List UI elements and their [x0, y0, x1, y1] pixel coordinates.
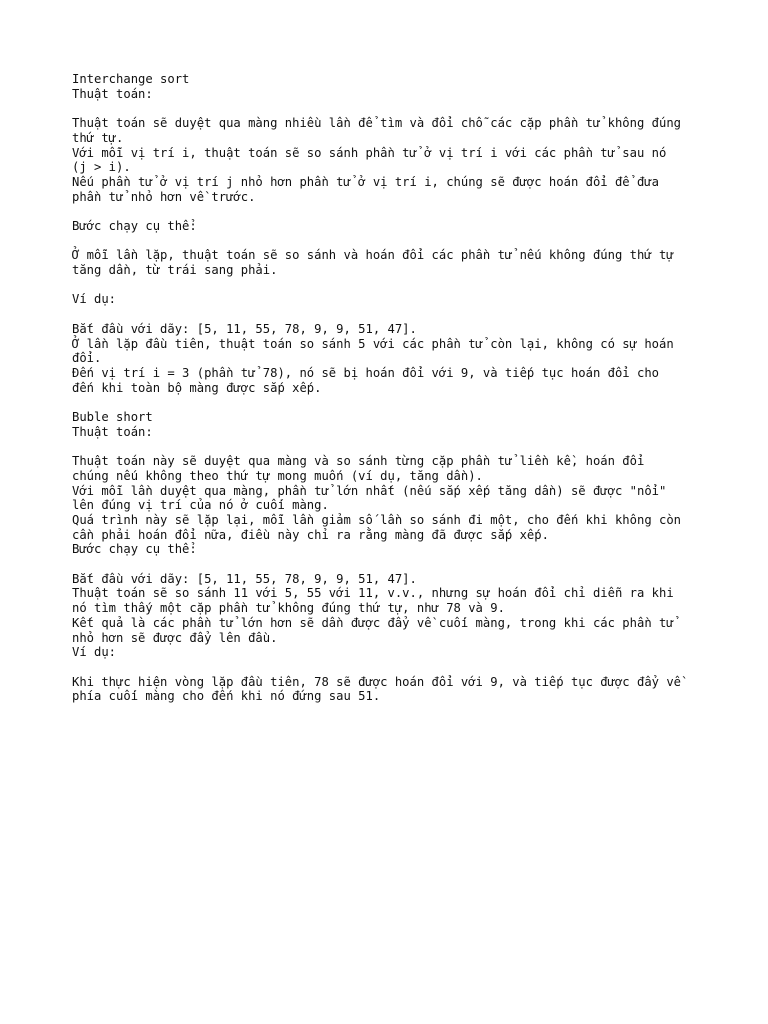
text-line: Bắt đầu với dãy: [5, 11, 55, 78, 9, 9, 51, 47]. — [72, 571, 417, 586]
text-line: Thuật toán sẽ duyệt qua màng nhiều lần để tìm và đổi chỗ các cặp phần tử không đúng — [72, 116, 682, 131]
text-line: phần tử nhỏ hơn về trước. — [72, 189, 256, 204]
blank-line — [72, 234, 712, 249]
blank-line — [72, 307, 712, 322]
text-line: Nếu phần tử ở vị trí j nhỏ hơn phần tử ở vị trí i, chúng sẽ được hoán đổi để đưa — [72, 174, 659, 189]
blank-line — [72, 395, 712, 410]
text-line: chúng nếu không theo thứ tự mong muốn (ví dụ, tăng dần). — [72, 468, 483, 483]
text-line: Thuật toán này sẽ duyệt qua màng và so sánh từng cặp phần tử liền kề, hoán đổi — [72, 454, 645, 469]
text-line: lên đúng vị trí của nó ở cuối màng. — [72, 498, 329, 513]
blank-line — [72, 557, 712, 572]
text-line: Bắt đầu với dãy: [5, 11, 55, 78, 9, 9, 51, 47]. — [72, 321, 417, 336]
subheading-steps: Bước chạy cụ thể: — [72, 542, 197, 557]
subheading-example: Ví dụ: — [72, 292, 117, 307]
text-line: phía cuối màng cho đến khi nó đứng sau 51. — [72, 689, 381, 704]
text-line: tăng dần, từ trái sang phải. — [72, 263, 278, 278]
blank-line — [72, 660, 712, 675]
subheading-steps: Bước chạy cụ thể: — [72, 219, 197, 233]
section-title-interchange-sort: Interchange sort — [72, 72, 190, 86]
blank-line — [72, 204, 712, 219]
text-line: Thuật toán sẽ so sánh 11 với 5, 55 với 11, v.v., nhưng sự hoán đổi chỉ diễn ra khi — [72, 586, 674, 601]
subheading-algorithm: Thuật toán: — [72, 86, 153, 101]
text-line: Quá trình này sẽ lặp lại, mỗi lần giảm số lần so sánh đi một, cho đến khi không còn — [72, 512, 682, 527]
text-line: Ở lần lặp đầu tiên, thuật toán so sánh 5 với các phần tử còn lại, không có sự hoán — [72, 336, 674, 351]
section-title-bubble-sort: Buble short — [72, 410, 153, 425]
text-line: Với mỗi vị trí i, thuật toán sẽ so sánh phần tử ở vị trí i với các phần tử sau nó — [72, 145, 667, 160]
text-line: cần phải hoán đổi nữa, điều này chỉ ra rằng màng đã được sắp xếp. — [72, 527, 549, 542]
document-body — [72, 72, 712, 704]
text-line: đổi. — [72, 351, 102, 366]
text-line: Ở mỗi lần lặp, thuật toán sẽ so sánh và hoán đổi các phần tử nếu không đúng thứ tự — [72, 248, 674, 263]
blank-line — [72, 439, 712, 454]
text-line: Đến vị trí i = 3 (phần tử 78), nó sẽ bị hoán đổi với 9, và tiếp tục hoán đổi cho — [72, 365, 659, 380]
subheading-algorithm: Thuật toán: — [72, 424, 153, 439]
subheading-example: Ví dụ: — [72, 645, 117, 660]
text-line: nhỏ hơn sẽ được đẩy lên đầu. — [72, 630, 278, 645]
text-line: nó tìm thấy một cặp phần tử không đúng thứ tự, như 78 và 9. — [72, 601, 505, 616]
text-line: (j > i). — [72, 160, 131, 175]
text-line: thứ tự. — [72, 130, 124, 145]
text-line: đến khi toàn bộ màng được sắp xếp. — [72, 380, 322, 395]
text-line: Khi thực hiện vòng lặp đầu tiên, 78 sẽ được hoán đổi với 9, và tiếp tục được đẩy về — [72, 674, 682, 689]
blank-line — [72, 101, 712, 116]
text-line: Kết quả là các phần tử lớn hơn sẽ dần được đẩy về cuối màng, trong khi các phần tử — [72, 615, 674, 630]
text-line: Với mỗi lần duyệt qua màng, phần tử lớn nhất (nếu sắp xếp tăng dần) sẽ được "nổi" — [72, 483, 667, 498]
blank-line — [72, 278, 712, 293]
